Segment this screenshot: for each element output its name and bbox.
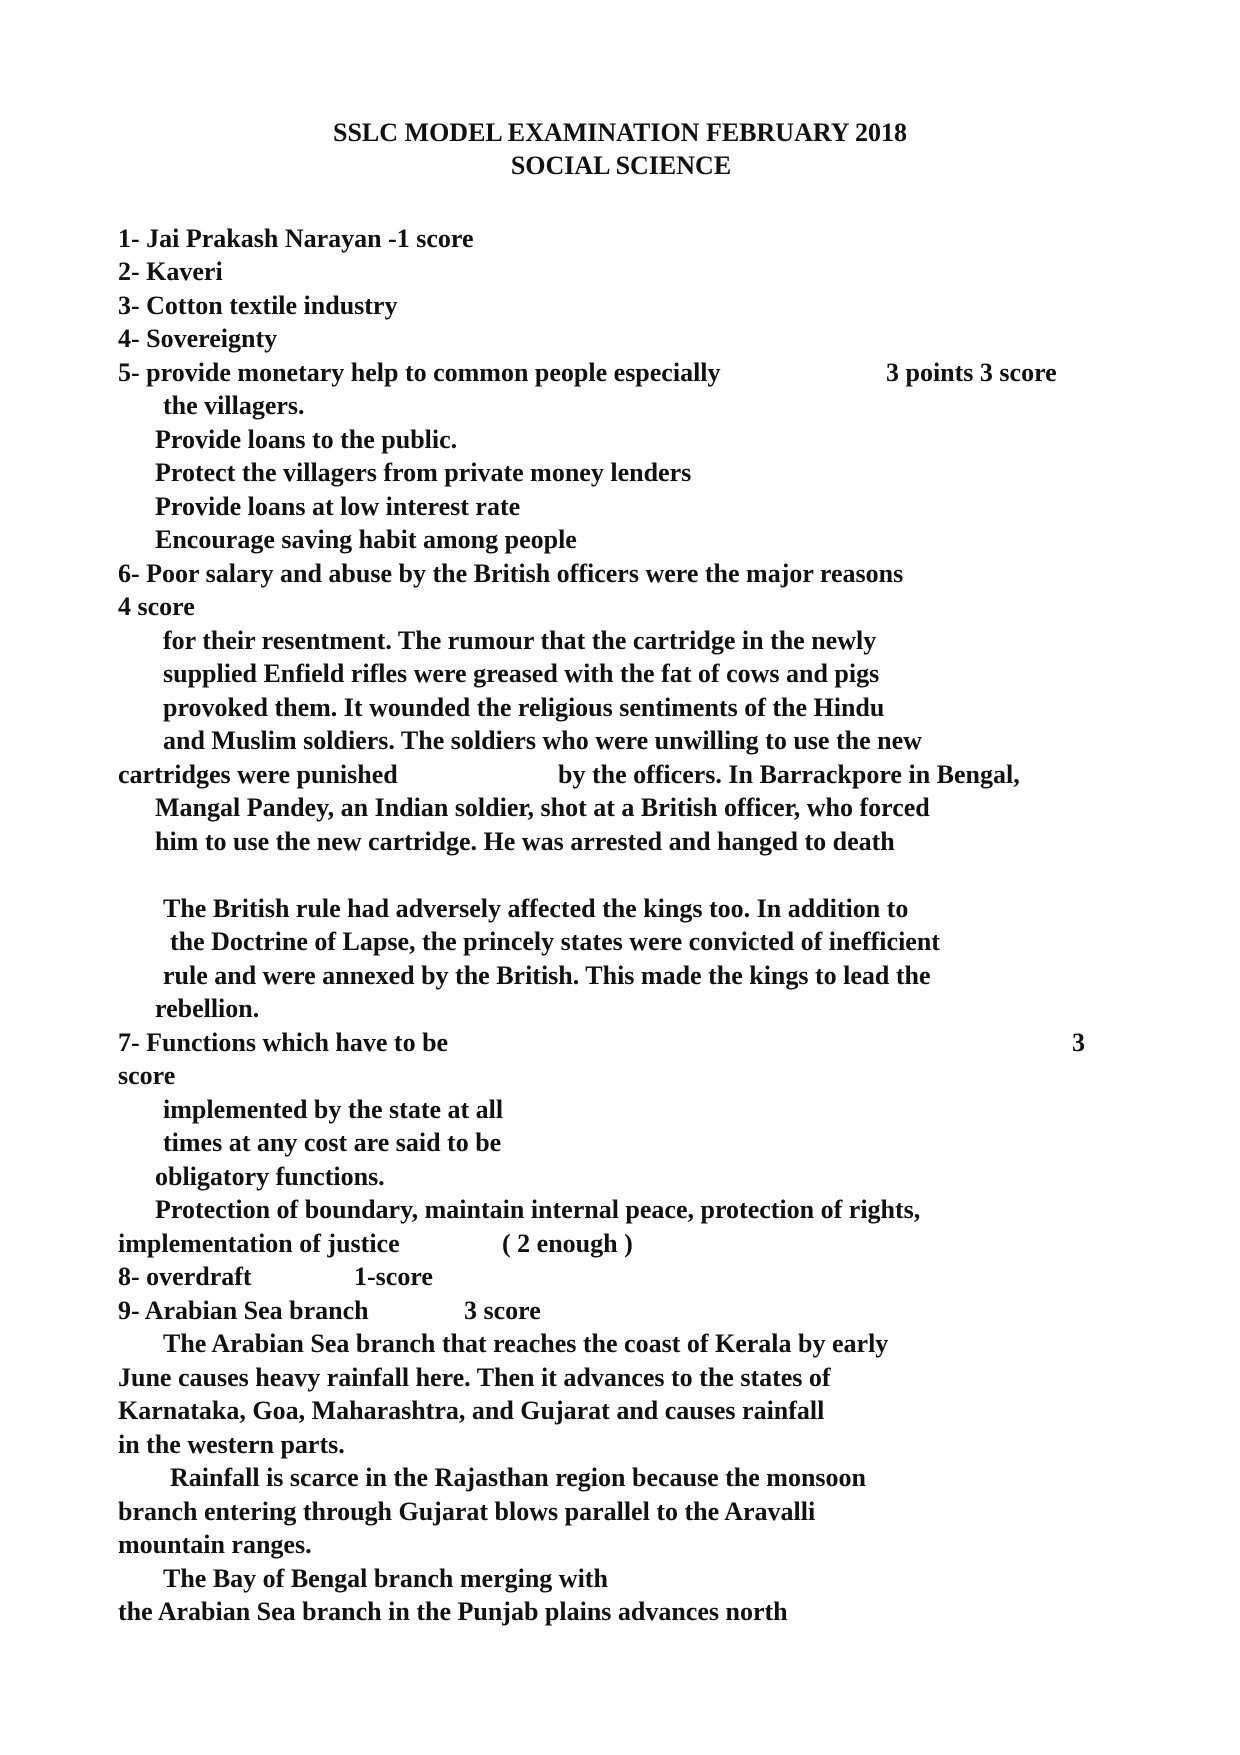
answer-8-score: 1-score (354, 1262, 433, 1291)
answer-5-line: Provide loans at low interest rate (155, 492, 521, 521)
answer-6-line: rule and were annexed by the British. This made the kings to lead the (163, 961, 931, 990)
answer-7-line: times at any cost are said to be (163, 1128, 502, 1157)
answer-7-line: Protection of boundary, maintain internal peace, protection of rights, (155, 1195, 921, 1224)
answer-9-line: Karnataka, Goa, Maharashtra, and Gujarat and causes rainfall (118, 1396, 825, 1425)
answer-5-line: the villagers. (163, 391, 305, 420)
exam-title: SSLC MODEL EXAMINATION FEBRUARY 2018 (332, 118, 908, 147)
answer-4: 4- Sovereignty (118, 324, 278, 353)
answer-9-line: The Bay of Bengal branch merging with (163, 1564, 608, 1593)
answer-7-score: score (118, 1061, 176, 1090)
answer-9-line: The Arabian Sea branch that reaches the coast of Kerala by early (163, 1329, 889, 1358)
answer-5-line: 5- provide monetary help to common people especially (118, 358, 721, 387)
answer-8: 8- overdraft (118, 1262, 252, 1291)
answer-6-line: The British rule had adversely affected the kings too. In addition to (163, 894, 909, 923)
answer-9-line: Rainfall is scarce in the Rajasthan region because the monsoon (170, 1463, 866, 1492)
answer-9-line: the Arabian Sea branch in the Punjab plains advances north (118, 1597, 788, 1626)
answer-2: 2- Kaveri (118, 257, 223, 286)
answer-6-line: 6- Poor salary and abuse by the British officers were the major reasons (118, 559, 904, 588)
answer-7-line: 7- Functions which have to be (118, 1028, 449, 1057)
answer-9-score: 3 score (464, 1296, 541, 1325)
answer-7-score: 3 (1072, 1028, 1085, 1057)
answer-7-line: implemented by the state at all (163, 1095, 504, 1124)
answer-7-line: implementation of justice (118, 1229, 400, 1258)
answer-6-score: 4 score (118, 592, 195, 621)
answer-6-line: Mangal Pandey, an Indian soldier, shot at a British officer, who forced (155, 793, 930, 822)
answer-6-line: cartridges were punished (118, 760, 398, 789)
answer-5-score: 3 points 3 score (886, 358, 1057, 387)
answer-7-line: obligatory functions. (155, 1162, 385, 1191)
answer-3: 3- Cotton textile industry (118, 291, 398, 320)
answer-6-line: by the officers. In Barrackpore in Bengal, (558, 760, 1020, 789)
answer-9-line: in the western parts. (118, 1430, 345, 1459)
answer-5-line: Protect the villagers from private money lenders (155, 458, 692, 487)
answer-6-line: supplied Enfield rifles were greased with the fat of cows and pigs (163, 659, 880, 688)
answer-6-line: the Doctrine of Lapse, the princely states were convicted of inefficient (170, 927, 940, 956)
answer-6-line: him to use the new cartridge. He was arrested and hanged to death (155, 827, 895, 856)
answer-9: 9- Arabian Sea branch (118, 1296, 369, 1325)
answer-6-line: and Muslim soldiers. The soldiers who were unwilling to use the new (163, 726, 922, 755)
answer-6-line: provoked them. It wounded the religious sentiments of the Hindu (163, 693, 885, 722)
answer-9-line: branch entering through Gujarat blows parallel to the Aravalli (118, 1497, 816, 1526)
answer-1: 1- Jai Prakash Narayan -1 score (118, 224, 474, 253)
answer-9-line: mountain ranges. (118, 1530, 312, 1559)
exam-subject: SOCIAL SCIENCE (510, 151, 732, 180)
answer-9-line: June causes heavy rainfall here. Then it advances to the states of (118, 1363, 831, 1392)
answer-6-line: rebellion. (155, 994, 260, 1023)
answer-5-line: Encourage saving habit among people (155, 525, 577, 554)
answer-6-line: for their resentment. The rumour that the cartridge in the newly (163, 626, 877, 655)
answer-5-line: Provide loans to the public. (155, 425, 458, 454)
answer-7-note: ( 2 enough ) (502, 1229, 633, 1258)
